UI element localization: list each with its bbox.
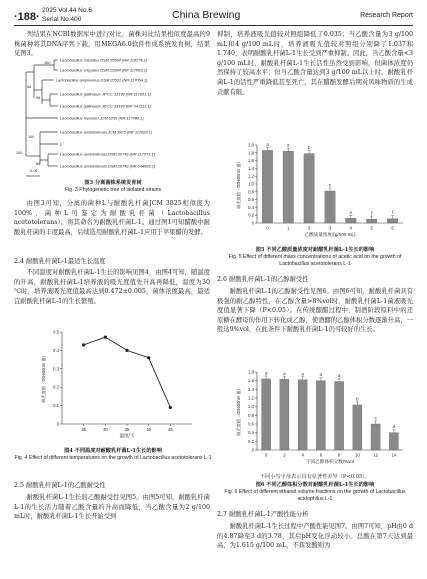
taxon-label: Lactobacillus hamsteri JCM 6256 (NR 117068.1) (60, 115, 144, 121)
bootstrap-value: 100 (16, 151, 23, 155)
paragraph: 抑制，培养液吸光值较对照组降低了0.035；当乙酸含量为3 g/100 mL和4 g/100 mL时，培养液吸光值较对照组分别降了1.037和1.740，表明耐酸乳杆菌L-1生长受到严重抑制。因此，当乙酸含量<3 g/100 mL时，耐酸乳杆菌L-1生长活性虽然受到影响，但菌体浓度仍然保持了较高水平；但当乙酸含量达到3 g/100 mL以上时，耐酸乳杆菌L-1的活性严重降低甚至死亡，其在醋醅发酵后期对风味物质的生成贡献有限。 (217, 31, 413, 96)
x-tick-label: 0 (266, 225, 269, 231)
x-tick-label: 0 (264, 452, 268, 458)
taxon-label: Lactobacillus acetotolerans DSM 20749 (NR 044699.2) (60, 163, 156, 169)
fig4-caption-cn: 图4 不同温度对耐酸乳杆菌L-1生长的影响 (64, 448, 162, 454)
journal-name: China Brewing (172, 9, 241, 21)
bootstrap-value: 96 (36, 96, 41, 100)
right-para-3 (217, 522, 413, 551)
section-heading: 2.5 耐酸乳杆菌L-1的乙酸耐受性 (14, 482, 106, 489)
significance-letter: e (349, 209, 353, 215)
x-tick-label: 25 (81, 427, 87, 432)
y-tick-label: 0.1 (53, 403, 59, 409)
significance-letter: a (337, 373, 341, 379)
x-tick-label: 4 (349, 225, 353, 231)
significance-letter: b (307, 145, 311, 151)
section-heading: 2.4 耐酸乳杆菌L-1最适生长温度 (14, 258, 106, 265)
fig4-caption-en: Fig. 4 Effect of different temperatures on the growth of Lactobacillus acetotolerans L-1 (14, 455, 212, 461)
y-axis-title: 吸光度值（OD600nm 值） (41, 353, 46, 403)
x-tick-label: 10 (355, 452, 360, 458)
taxon-label: L (60, 141, 63, 147)
x-tick-label: 4 (301, 452, 304, 458)
y-tick-label: 1.4 (248, 165, 254, 171)
paragraph: 耐酸乳杆菌L-1的乙醇耐受性见图6。由图6可知，耐酸乳杆菌具有极强的耐乙醇特性，在乙醇含量>8%vol时，耐酸乳杆菌L-1菌液吸光度值显著下降（P<0.05）。在传统酿醋过程中，制酒阶段原料中的还原糖在酵母的作用下转化成乙醇，使酒醪的乙醇体积分数逐渐升高，一般达9%vol，在此条件下耐酸乳杆菌L-1仍可较好的生长。 (217, 288, 413, 334)
significance-letter: b (356, 396, 359, 402)
significance-letter: c (328, 182, 332, 188)
taxon-label: Lactobacillus amylovorus DSM 20531 (NR 117064.1) (56, 77, 148, 83)
x-tick-label: 1 (287, 225, 290, 231)
y-tick-label: 0.4 (248, 430, 254, 436)
tree-branches (26, 60, 58, 176)
y-tick-label: 1.0 (248, 181, 254, 187)
paragraph: 由图3可知，分离的菌种L与耐酸乳杆菌JCM 3825相似度为100%，菌种L可鉴定为耐酸乳杆菌（Lactobacillus acetotolerans），将其命名为耐酸乳杆菌L-1。通过图1可知醋酸中耐酸乳杆菌的丰度最高，后续选用耐酸乳杆菌L-1应用于苹果醋的发酵。 (14, 200, 210, 236)
x-axis-title: 不同乙醇体积分数/%vol (306, 459, 354, 464)
section-heading: 2.6 耐酸乳杆菌L-1的乙醇耐受性 (217, 276, 309, 283)
y-tick-label: 1.6 (248, 158, 254, 164)
fig6-caption-en: Fig. 6 Effect of different ethanol volume fractions on the growth of Lactobacillus acidophilus L-1 (224, 489, 406, 502)
tree-labels (56, 58, 156, 169)
bar (316, 381, 325, 450)
fig5-caption-en: Fig. 5 Effect of different mass concentrations of acetic acid on the growth of Lactobacillus acetotolerans L-1 (228, 254, 402, 267)
section-label: Research Report (360, 12, 413, 19)
bar (389, 433, 398, 450)
phylogenetic-tree (14, 52, 212, 180)
y-tick-label: 1.8 (248, 369, 254, 375)
left-para-3 (14, 268, 210, 306)
data-point (125, 349, 128, 352)
bar (298, 380, 307, 450)
y-tick-label: 0.6 (248, 421, 254, 427)
x-tick-label: 8 (337, 452, 341, 458)
y-tick-label: 2.0 (248, 142, 254, 148)
bootstrap-value: 100 (28, 135, 35, 139)
y-axis-title: 吸光度值（OD600nm 值） (236, 159, 241, 209)
significance-letter: a (301, 371, 304, 377)
significance-letter: a (287, 142, 290, 148)
x-tick-label: 6 (319, 452, 323, 458)
right-para-1 (217, 30, 413, 97)
bar (262, 150, 272, 223)
paragraph: 列结果在NCBI数据库中进行对比，菌株对比结果相似度最高的9株菌种将其DNA序列下载，用MEGA6.0软件作成系统发育树，结果见图3。 (14, 31, 210, 58)
y-tick-label: 0.8 (248, 412, 254, 418)
bar (304, 154, 314, 223)
y-tick-label: 1.8 (248, 150, 254, 156)
y-tick-label: 0 (56, 421, 59, 427)
y-tick-label: 0.5 (53, 329, 59, 335)
y-tick-label: 0.2 (248, 438, 254, 444)
significance-letter: a (283, 370, 286, 376)
x-tick-label: 45 (167, 427, 173, 432)
bar (371, 424, 380, 450)
data-point (104, 336, 107, 339)
scale-label: 0.01 (30, 168, 38, 173)
y-tick-label: 0 (251, 220, 254, 226)
header-rule (14, 25, 413, 26)
y-tick-label: 1.2 (248, 173, 254, 179)
left-para-2 (14, 199, 210, 237)
section-heading: 2.7 耐酸乳杆菌L-1产酸性能分析 (217, 511, 309, 518)
y-tick-label: 0.4 (53, 347, 59, 353)
bar (346, 218, 356, 223)
x-tick-label: 30 (102, 427, 108, 432)
data-point (147, 356, 150, 359)
page-number: ·188· (14, 11, 40, 23)
significance-letter: d (392, 424, 396, 430)
data-point (169, 406, 172, 409)
x-tick-label: 2 (283, 452, 286, 458)
right-para-2 (217, 287, 413, 335)
series-line (84, 337, 171, 407)
fig3-caption-en: Fig. 3 Phylogenetic tree of isolated strains (64, 187, 162, 193)
bar (283, 151, 293, 223)
bootstrap-value: 100 (44, 61, 51, 65)
x-axis-title: 乙酸质量浓度/(g/100 mL) (304, 232, 356, 237)
taxon-label: Lactobacillus acetotolerans DSM 20749 (NR 117073.1) (60, 151, 155, 157)
bar (335, 382, 344, 450)
y-tick-label: 1.4 (248, 386, 254, 392)
y-tick-label: 0.3 (53, 366, 59, 372)
fig5-caption-cn: 图5 不同乙酸质量浓度对耐酸乳杆菌L-1生长的影响 (255, 247, 375, 253)
y-tick-label: 0.6 (248, 197, 254, 203)
x-tick-label: 35 (124, 427, 130, 432)
volume-info (42, 6, 92, 24)
bootstrap-value: 86 (36, 162, 41, 166)
significance-letter: a (319, 372, 323, 378)
bar (280, 379, 289, 450)
x-tick-label: 12 (373, 452, 378, 458)
volume-label: 2025 Vol.44 No.6 (42, 7, 92, 14)
taxon-label: Lactobacillus crispatus DSM 20584 (NR 117063.1) (60, 67, 148, 73)
bar (387, 219, 397, 223)
bootstrap-values (16, 61, 50, 166)
y-tick-label: 0.2 (248, 212, 254, 218)
data-point (82, 343, 85, 346)
fig6-bar-chart (217, 364, 413, 472)
paragraph: 耐酸乳杆菌L-1生长过程中产酸性能见图7。由图7可知，pH由0 d的4.87降至3 d的3.78，其后pH变化浮动较小。总酸在第7天达到最高，为1.615 g/100 mL，不挥发酸则为 (217, 523, 413, 550)
bar (262, 379, 271, 450)
fig4-line-chart (14, 324, 212, 446)
x-tick-label: 6 (391, 225, 394, 231)
x-tick-label: 40 (146, 427, 152, 432)
x-tick-label: 3 (328, 225, 332, 231)
bar (353, 405, 362, 450)
taxon-label: Lactobacillus crispatus DSM 20584 (NR 119274.1) (60, 57, 148, 63)
paragraph: 耐酸乳杆菌L-1生长的乙酸耐受性见图5。由图5可知，耐酸乳杆菌L-1的生长活力随着乙酸含量的升高而降低，当乙酸含量为2 g/100 mL时，耐酸乳杆菌L-1生长开始受到 (14, 494, 210, 521)
taxon-label: Lactobacillus acetotolerans JCM 3825 (NR 112683.1) (60, 129, 153, 135)
y-tick-label: 0 (251, 447, 254, 453)
x-tick-label: 5 (370, 225, 373, 231)
taxon-label: Lactobacillus gallinarum ATCC 33199 (NR 042111.1) (60, 103, 151, 109)
bar (325, 191, 335, 223)
y-tick-label: 1.2 (248, 395, 254, 401)
significance-letter: a (264, 370, 268, 376)
significance-letter: f (371, 210, 373, 216)
significance-letter: f (391, 210, 394, 216)
left-para-4 (14, 493, 210, 522)
y-axis-title: 吸光度值（OD600nm 值） (236, 386, 241, 436)
bootstrap-value: 56 (27, 85, 32, 89)
y-tick-label: 0.2 (53, 384, 59, 390)
x-tick-label: 14 (391, 452, 397, 458)
x-axis-title: 温度/℃ (119, 433, 135, 438)
y-tick-label: 1.6 (248, 378, 254, 384)
significance-letter: c (374, 415, 377, 421)
y-tick-label: 1.0 (248, 404, 254, 410)
fig3-caption-cn: 图3 分离菌株系统发育树 (84, 180, 142, 186)
taxon-label: Lactobacillus gallinarum ATCC 33199 (NR 117061.1) (60, 91, 151, 97)
y-tick-label: 0.8 (248, 189, 254, 195)
significance-letter: a (266, 141, 269, 147)
fig6-note: 不同小写字母表示具有显著性差异（P<0.05）。 (259, 474, 371, 480)
y-tick-label: 0.4 (248, 204, 254, 210)
serial-label: Serial No.400 (42, 16, 82, 23)
bar (367, 219, 377, 223)
fig5-bar-chart (217, 137, 413, 245)
x-tick-label: 2 (307, 225, 311, 231)
paragraph: 不同温度对耐酸乳杆菌L-1生长的影响见图4，由图4可知，随温度的升高，耐酸乳杆菌L-1培养液的吸光度值先升高再降低，温度为30 ℃时，培养液吸光度值最高达到0.472±0.005，菌体浓度最高，最适宜耐酸乳杆菌L-1的生长繁殖。 (14, 269, 210, 305)
fig6-caption-cn: 图6 不同乙醇体积分数对耐酸乳杆菌L-1生长的影响 (255, 482, 375, 488)
